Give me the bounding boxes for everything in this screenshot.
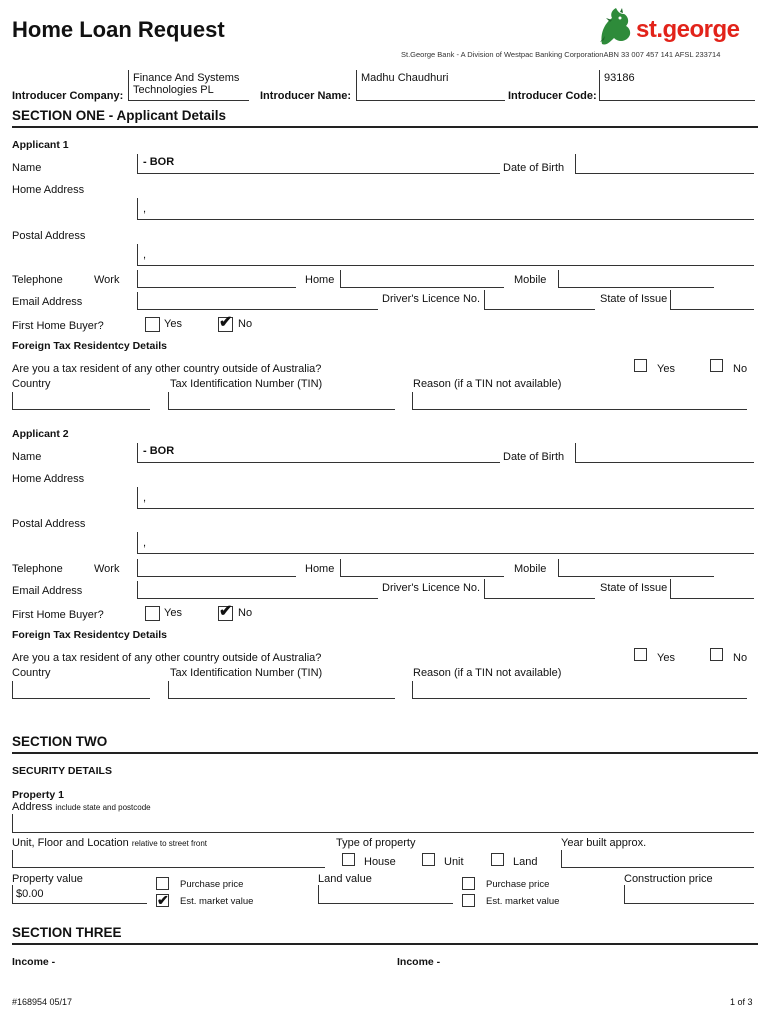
- unit-floor-label-text: Unit, Floor and Location: [12, 837, 129, 849]
- check-icon: ✔: [157, 892, 169, 908]
- applicant-2-email-field[interactable]: [137, 581, 378, 599]
- security-details-heading: SECURITY DETAILS: [12, 765, 112, 777]
- applicant-2-mobile-field[interactable]: [558, 559, 714, 577]
- type-of-property-label: Type of property: [336, 837, 416, 849]
- introducer-company-label: Introducer Company:: [12, 90, 124, 102]
- home-address-label: Home Address: [12, 184, 85, 196]
- state-of-issue-label: State of Issue: [600, 293, 668, 305]
- purchase-price-checkbox[interactable]: [156, 877, 169, 890]
- est-market-value-label: Est. market value: [180, 896, 254, 907]
- property-value: $0.00: [16, 888, 44, 900]
- applicant-2-home-address-value: ,: [143, 492, 147, 504]
- mobile-label: Mobile: [514, 563, 547, 575]
- applicant-1-postal-address-value: ,: [143, 249, 147, 261]
- form-code: #168954 05/17: [12, 997, 73, 1007]
- applicant-1-tax-no-checkbox[interactable]: [710, 359, 723, 372]
- first-home-buyer-label: First Home Buyer?: [12, 609, 104, 621]
- applicant-2-country-field[interactable]: [12, 681, 150, 699]
- email-label: Email Address: [12, 585, 83, 597]
- applicant-1-first-home-yes-checkbox[interactable]: [145, 317, 160, 332]
- applicant-1-work-phone-field[interactable]: [137, 270, 296, 288]
- applicant-2-home-phone-field[interactable]: [340, 559, 504, 577]
- home-address-label: Home Address: [12, 473, 85, 485]
- applicant-1-home-address-field[interactable]: [137, 198, 754, 220]
- country-label: Country: [12, 667, 51, 679]
- unit-type-label: Unit: [444, 856, 464, 868]
- unit-floor-label: [12, 837, 207, 849]
- applicant-2-heading: Applicant 2: [12, 428, 69, 440]
- section-three-title: SECTION THREE: [12, 925, 122, 940]
- income-label-1: Income -: [12, 956, 56, 968]
- brand-wordmark: st.george: [636, 16, 740, 43]
- applicant-2-postal-address-value: ,: [143, 537, 147, 549]
- land-est-market-value-label: Est. market value: [486, 896, 560, 907]
- first-home-buyer-label: First Home Buyer?: [12, 320, 104, 332]
- introducer-name-label: Introducer Name:: [260, 90, 352, 102]
- applicant-2-reason-field[interactable]: [412, 681, 747, 699]
- land-value-field[interactable]: [318, 885, 453, 904]
- first-home-no-label: No: [238, 607, 253, 619]
- property-value-label: Property value: [12, 873, 83, 885]
- applicant-1-home-address-value: ,: [143, 203, 147, 215]
- land-value-label: Land value: [318, 873, 372, 885]
- unit-checkbox[interactable]: [422, 853, 435, 866]
- applicant-1-name-field[interactable]: [137, 154, 500, 174]
- name-label: Name: [12, 162, 42, 174]
- applicant-1-mobile-field[interactable]: [558, 270, 714, 288]
- applicant-2-dob-field[interactable]: [575, 443, 754, 463]
- first-home-yes-label: Yes: [164, 607, 182, 619]
- postal-address-label: Postal Address: [12, 518, 86, 530]
- property-1-heading: Property 1: [12, 789, 64, 801]
- land-type-label: Land: [513, 856, 538, 868]
- land-purchase-price-label: Purchase price: [486, 879, 550, 890]
- home-phone-label: Home: [305, 274, 335, 286]
- work-label: Work: [94, 274, 120, 286]
- applicant-1-postal-address-field[interactable]: [137, 244, 754, 266]
- construction-price-label: Construction price: [624, 873, 713, 885]
- applicant-1-state-field[interactable]: [670, 290, 754, 310]
- introducer-name-value: Madhu Chaudhuri: [361, 72, 449, 84]
- address-hint: include state and postcode: [55, 803, 151, 812]
- address-label: [12, 801, 151, 813]
- applicant-1-licence-field[interactable]: [484, 290, 595, 310]
- first-home-yes-label: Yes: [164, 318, 182, 330]
- reason-label: Reason (if a TIN not available): [413, 667, 562, 679]
- tax-no-label: No: [733, 363, 748, 375]
- applicant-2-work-phone-field[interactable]: [137, 559, 296, 577]
- applicant-1-tax-yes-checkbox[interactable]: [634, 359, 647, 372]
- applicant-1-name-value: - BOR: [143, 156, 175, 168]
- applicant-1-country-field[interactable]: [12, 392, 150, 410]
- year-built-field[interactable]: [561, 850, 754, 868]
- tin-label: Tax Identification Number (TIN): [170, 667, 323, 679]
- email-label: Email Address: [12, 296, 83, 308]
- land-purchase-price-checkbox[interactable]: [462, 877, 475, 890]
- land-est-market-value-checkbox[interactable]: [462, 894, 475, 907]
- first-home-no-label: No: [238, 318, 253, 330]
- applicant-1-email-field[interactable]: [137, 292, 378, 310]
- applicant-2-licence-field[interactable]: [484, 579, 595, 599]
- introducer-company-value-2: Technologies PL: [133, 84, 214, 96]
- work-label: Work: [94, 563, 120, 575]
- applicant-2-home-address-field[interactable]: [137, 487, 754, 509]
- applicant-1-heading: Applicant 1: [12, 139, 69, 151]
- bank-line: St.George Bank - A Division of Westpac Banking CorporationABN 33 007 457 141 AFSL 233714: [401, 50, 721, 59]
- telephone-label: Telephone: [12, 563, 63, 575]
- dob-label: Date of Birth: [503, 162, 565, 174]
- check-icon: ✔: [219, 314, 233, 331]
- applicant-1-reason-field[interactable]: [412, 392, 747, 410]
- page-number: 1 of 3: [730, 997, 753, 1007]
- house-checkbox[interactable]: [342, 853, 355, 866]
- licence-label: Driver's Licence No.: [382, 582, 481, 594]
- applicant-2-name-value: - BOR: [143, 445, 175, 457]
- section-two-title: SECTION TWO: [12, 734, 108, 749]
- unit-floor-hint: relative to street front: [131, 839, 208, 848]
- section-two-divider: [12, 752, 758, 754]
- state-of-issue-label: State of Issue: [600, 582, 668, 594]
- income-label-2: Income -: [397, 956, 441, 968]
- construction-price-field[interactable]: [624, 885, 754, 904]
- applicant-1-dob-field[interactable]: [575, 154, 754, 174]
- page-title: Home Loan Request: [12, 17, 225, 42]
- applicant-2-tax-yes-checkbox[interactable]: [634, 648, 647, 661]
- house-label: House: [364, 856, 396, 868]
- applicant-2-name-field[interactable]: [137, 443, 500, 463]
- applicant-2-first-home-yes-checkbox[interactable]: [145, 606, 160, 621]
- foreign-tax-heading: Foreign Tax Residentcy Details: [12, 629, 168, 641]
- applicant-1-home-phone-field[interactable]: [340, 270, 504, 288]
- year-built-label: Year built approx.: [561, 837, 647, 849]
- home-phone-label: Home: [305, 563, 335, 575]
- applicant-2-tin-field[interactable]: [168, 681, 395, 699]
- section-one-divider: [12, 126, 758, 128]
- land-checkbox[interactable]: [491, 853, 504, 866]
- introducer-company-value-1: Finance And Systems: [133, 72, 240, 84]
- applicant-2-state-field[interactable]: [670, 579, 754, 599]
- telephone-label: Telephone: [12, 274, 63, 286]
- purchase-price-label: Purchase price: [180, 879, 244, 890]
- licence-label: Driver's Licence No.: [382, 293, 481, 305]
- introducer-code-label: Introducer Code:: [508, 90, 597, 102]
- tax-yes-label: Yes: [657, 652, 675, 664]
- applicant-1-tin-field[interactable]: [168, 392, 395, 410]
- country-label: Country: [12, 378, 51, 390]
- tax-question: Are you a tax resident of any other country outside of Australia?: [12, 652, 322, 664]
- property-address-field[interactable]: [12, 814, 754, 833]
- tax-yes-label: Yes: [657, 363, 675, 375]
- tax-question: Are you a tax resident of any other country outside of Australia?: [12, 363, 322, 375]
- tin-label: Tax Identification Number (TIN): [170, 378, 323, 390]
- section-three-divider: [12, 943, 758, 945]
- foreign-tax-heading: Foreign Tax Residentcy Details: [12, 340, 168, 352]
- introducer-code-value: 93186: [604, 72, 635, 84]
- dob-label: Date of Birth: [503, 451, 565, 463]
- reason-label: Reason (if a TIN not available): [413, 378, 562, 390]
- applicant-2-postal-address-field[interactable]: [137, 532, 754, 554]
- address-label-text: Address: [12, 801, 53, 813]
- name-label: Name: [12, 451, 42, 463]
- applicant-2-tax-no-checkbox[interactable]: [710, 648, 723, 661]
- tax-no-label: No: [733, 652, 748, 664]
- unit-floor-field[interactable]: [12, 850, 325, 868]
- stgeorge-logo: [596, 6, 746, 48]
- postal-address-label: Postal Address: [12, 230, 86, 242]
- check-icon: ✔: [219, 603, 233, 620]
- section-one-title: SECTION ONE - Applicant Details: [12, 108, 227, 123]
- mobile-label: Mobile: [514, 274, 547, 286]
